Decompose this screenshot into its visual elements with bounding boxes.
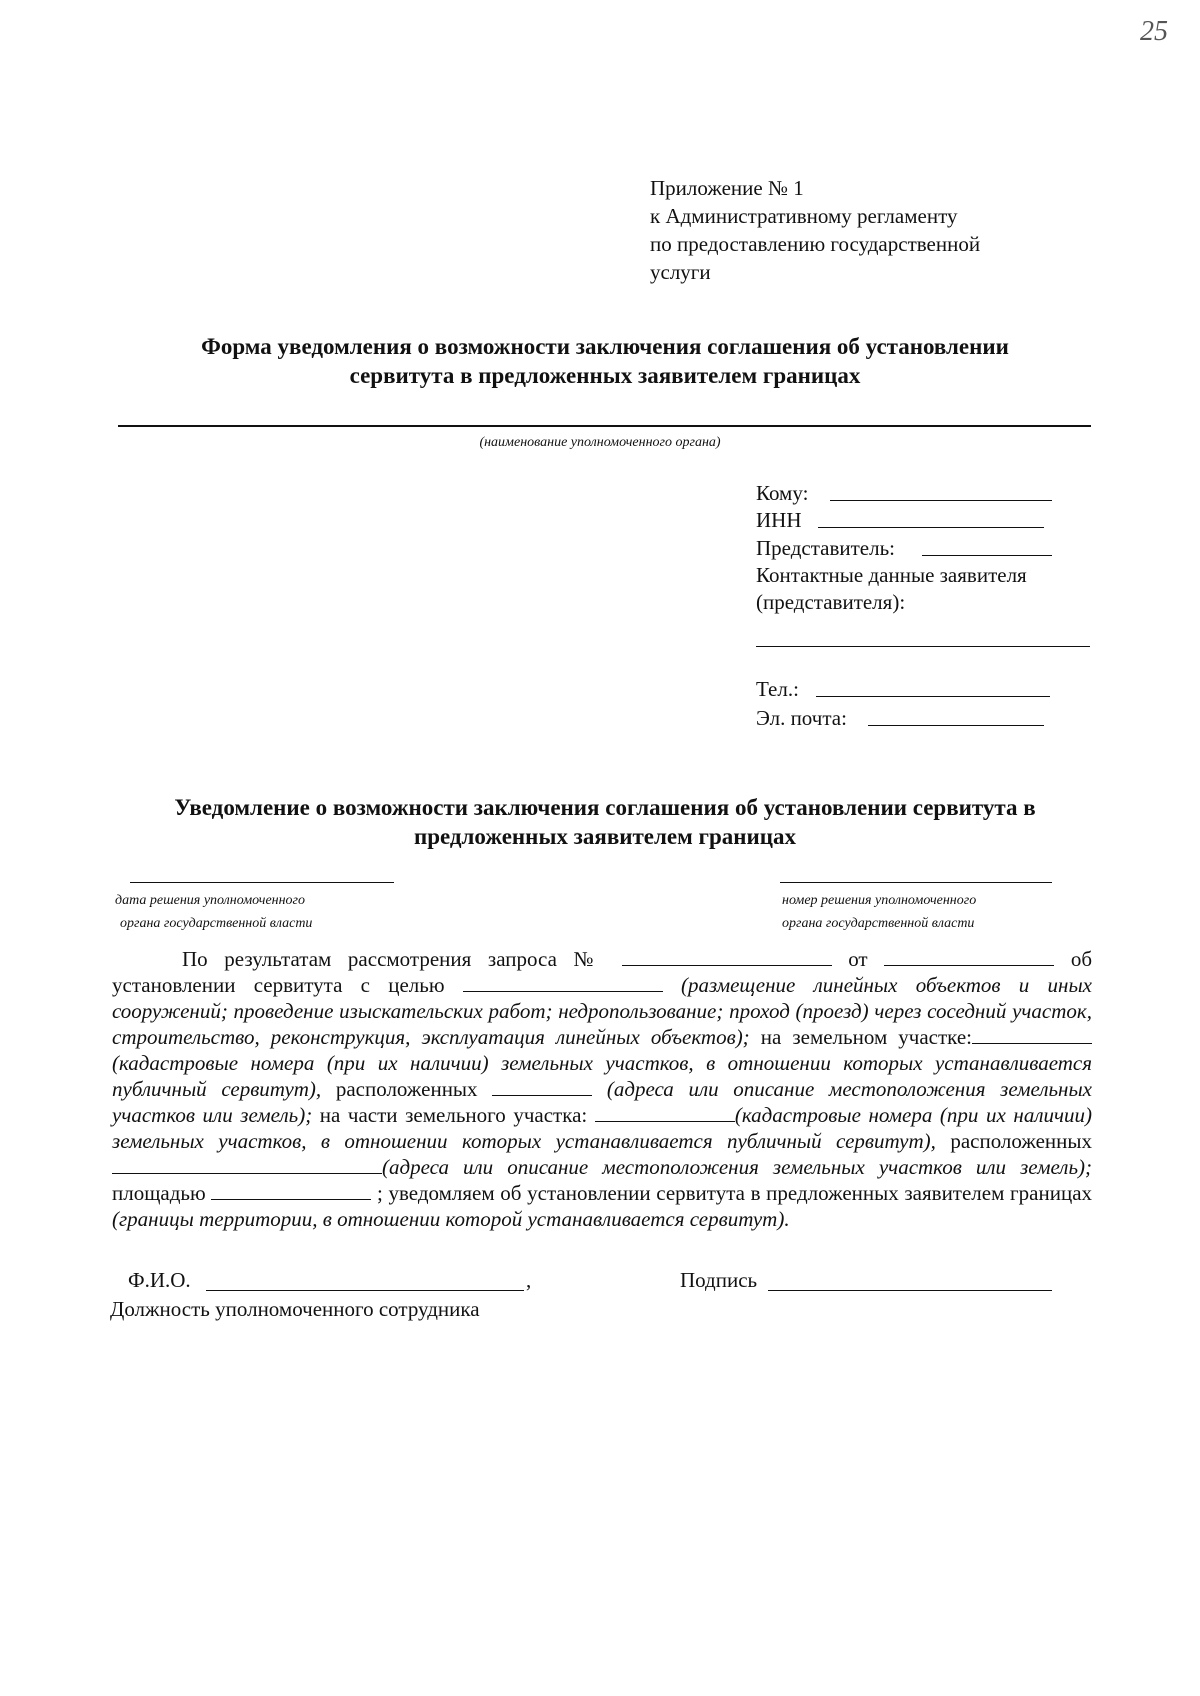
- land-plot-field[interactable]: [972, 1027, 1092, 1044]
- appendix-line: услуги: [650, 260, 711, 284]
- decision-number-caption: номер решения уполномоченного: [782, 893, 977, 908]
- fio-label: Ф.И.О.: [128, 1268, 191, 1292]
- fio-comma: ,: [526, 1268, 532, 1292]
- notice-title-line: Уведомление о возможности заключения соглашения об установлении сервитута в: [174, 795, 1036, 820]
- phone-label: Тел.:: [756, 677, 799, 701]
- body-text: расположенных: [950, 1129, 1093, 1153]
- notice-body: [112, 946, 1092, 1232]
- page-number: 25: [1140, 16, 1168, 47]
- appendix-line: по предоставлению государственной: [650, 232, 981, 256]
- inn-field[interactable]: [818, 527, 1044, 528]
- authority-name-line[interactable]: [118, 425, 1091, 427]
- body-italic-text: (адреса или описание местоположения земельных участков или земель);: [382, 1155, 1092, 1179]
- decision-number-caption: органа государственной власти: [782, 916, 975, 931]
- decision-date-field[interactable]: [130, 882, 394, 883]
- email-label: Эл. почта:: [756, 706, 847, 730]
- area-field[interactable]: [211, 1183, 371, 1200]
- body-italic-text: (кадастровые номера (при их наличии) земельных участков, в отношении которых устанавливается публичный сервитут),: [112, 1103, 1093, 1153]
- appendix-line: к Административному регламенту: [650, 204, 958, 228]
- signature-label: Подпись: [680, 1268, 758, 1292]
- appendix-block: [650, 174, 1130, 286]
- form-title-line: сервитута в предложенных заявителем границах: [349, 363, 861, 388]
- appendix-line: Приложение № 1: [650, 176, 804, 200]
- body-text: расположенных: [335, 1077, 478, 1101]
- request-number-field[interactable]: [622, 949, 832, 966]
- body-text: от: [848, 947, 868, 971]
- contacts-label: Контактные данные заявителя: [756, 563, 1027, 587]
- to-label: Кому:: [756, 481, 809, 505]
- body-text: ;: [376, 1181, 383, 1205]
- fio-field[interactable]: [206, 1290, 524, 1291]
- signature-field[interactable]: [768, 1290, 1052, 1291]
- to-field[interactable]: [830, 500, 1052, 501]
- contacts-label: (представителя):: [756, 590, 906, 614]
- address-field-2[interactable]: [112, 1157, 382, 1174]
- body-italic-text: (кадастровые номера (при их наличии) земельных участков, в отношении которых устанавливается публичный сервитут),: [112, 1051, 1092, 1101]
- body-italic-text: (размещение линейных объектов и иных сооружений; проведение изыскательских работ; недропользование; проход (проезд) через соседний участок, строительство, реконструкция, эксплуатация линейных объектов);: [112, 973, 1092, 1049]
- purpose-field[interactable]: [463, 975, 663, 992]
- inn-label: ИНН: [756, 508, 802, 532]
- contacts-field[interactable]: [756, 646, 1090, 647]
- body-italic-text: (границы территории, в отношении которой устанавливается сервитут).: [112, 1207, 790, 1231]
- form-title: [115, 332, 1095, 390]
- authority-caption: (наименование уполномоченного органа): [479, 435, 721, 450]
- form-title-line: Форма уведомления о возможности заключения соглашения об установлении: [201, 334, 1009, 359]
- land-part-field[interactable]: [595, 1105, 735, 1122]
- decision-date-caption: органа государственной власти: [120, 916, 313, 931]
- body-text: на земельном участке:: [760, 1025, 973, 1049]
- request-date-field[interactable]: [884, 949, 1054, 966]
- body-text: на части земельного участка:: [319, 1103, 588, 1127]
- body-italic-text: (адреса или описание местоположения земельных участков или земель);: [112, 1077, 1093, 1127]
- decision-number-field[interactable]: [780, 882, 1052, 883]
- notice-title-line: предложенных заявителем границах: [413, 824, 797, 849]
- notice-title: [115, 793, 1095, 851]
- address-field[interactable]: [492, 1079, 592, 1096]
- representative-label: Представитель:: [756, 536, 896, 560]
- decision-date-caption: дата решения уполномоченного: [115, 893, 306, 908]
- body-text: По результатам рассмотрения запроса №: [182, 947, 605, 971]
- position-label: Должность уполномоченного сотрудника: [110, 1297, 480, 1321]
- body-text: площадью: [112, 1181, 206, 1205]
- body-text: об установлении сервитута с целью: [112, 947, 1093, 997]
- phone-field[interactable]: [816, 696, 1050, 697]
- body-text: уведомляем об установлении сервитута в предложенных заявителем границах: [388, 1181, 1093, 1205]
- email-field[interactable]: [868, 725, 1044, 726]
- representative-field[interactable]: [922, 555, 1052, 556]
